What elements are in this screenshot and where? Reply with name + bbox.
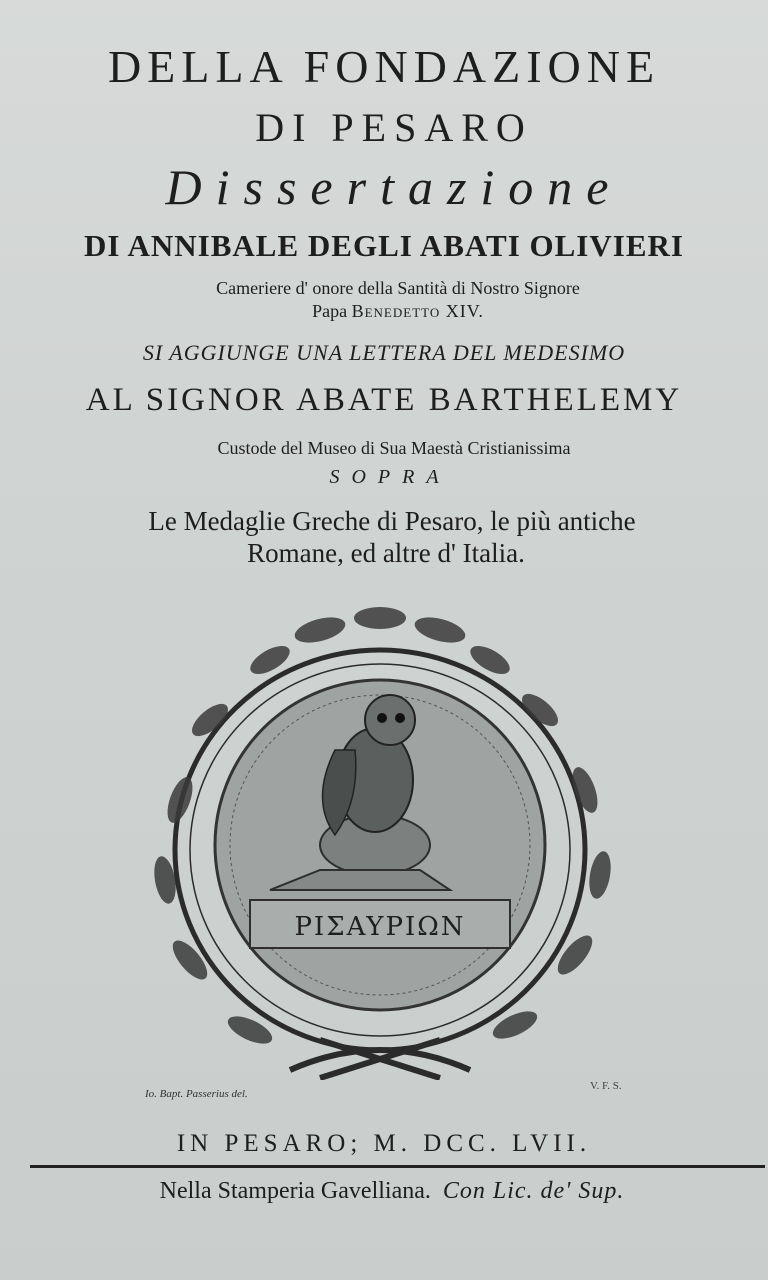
imprint-rule — [30, 1165, 765, 1168]
signature-initials: V. F. S. — [590, 1080, 622, 1092]
license-note: Con Lic. de' Sup. — [442, 1178, 625, 1204]
printer-name: Nella Stamperia Gavelliana. — [159, 1178, 431, 1204]
title-line-1: DELLA FONDAZIONE — [107, 41, 661, 92]
papa-prefix: Papa — [312, 301, 352, 321]
title-line-2: DI PESARO — [255, 105, 533, 150]
recipient-line: AL SIGNOR ABATE BARTHELEMY — [85, 382, 683, 418]
imprint-place-date: IN PESARO; M. DCC. LVII. — [176, 1130, 592, 1157]
recipient-office: Custode del Museo di Sua Maestà Cristianissima — [217, 438, 571, 458]
printer-line — [8, 1178, 768, 1205]
engraver-credit: Io. Bapt. Passerius del. — [145, 1088, 248, 1100]
coin-legend: PIΣAYPIΩN — [294, 912, 466, 942]
subject-line-1: Le Medaglie Greche di Pesaro, le più antiche — [148, 506, 636, 536]
letter-note: SI AGGIUNGE UNA LETTERA DEL MEDESIMO — [142, 340, 626, 365]
author-office: Cameriere d' onore della Santità di Nostro Signore — [216, 278, 580, 298]
title-dissertazione: Dissertazione — [165, 159, 623, 215]
papal-name-line — [14, 301, 768, 322]
owl-coin-engraving — [120, 600, 640, 1080]
subject-line-2: Romane, ed altre d' Italia. — [247, 538, 525, 568]
sopra-line: SOPRA — [329, 466, 451, 488]
author-line: DI ANNIBALE DEGLI ABATI OLIVIERI — [84, 228, 684, 263]
pope-name: Benedetto XIV. — [351, 301, 484, 321]
